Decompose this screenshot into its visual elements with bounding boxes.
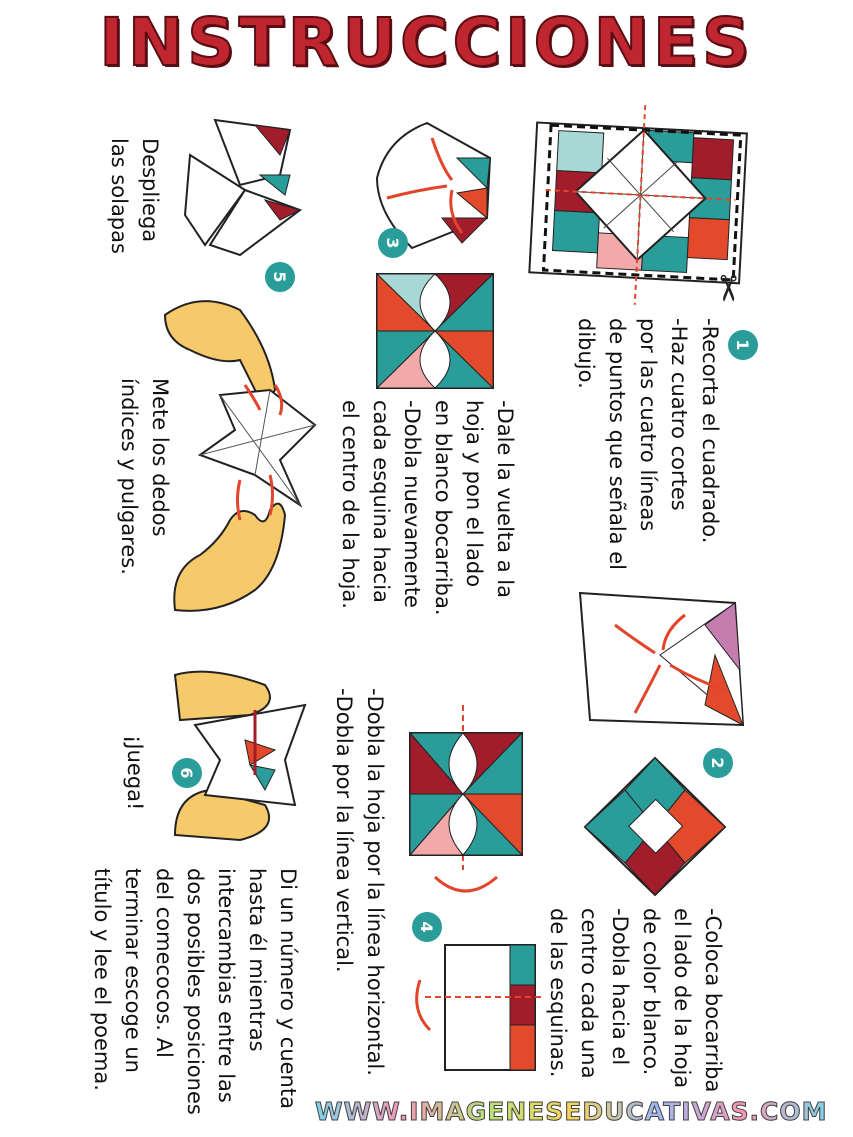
step-number-badge: 1 bbox=[728, 330, 758, 360]
step-text-line: -Dobla hacia el bbox=[608, 908, 632, 1066]
step2-illustration-b bbox=[580, 755, 730, 900]
step6-text bbox=[119, 735, 150, 810]
play-instructions-text bbox=[86, 868, 303, 1115]
step-text-line: de puntos que señala el bbox=[605, 318, 629, 570]
step-number-badge: 4 bbox=[412, 912, 442, 942]
step-text-line: hasta él mientras bbox=[245, 868, 269, 1052]
step4-illustration-b bbox=[405, 935, 545, 1075]
step-text-line: -Dale la vuelta a la bbox=[493, 400, 517, 598]
step-text-line: -Dobla la hoja por la línea horizontal. bbox=[363, 688, 387, 1076]
step-text-line: por las cuatro líneas bbox=[636, 318, 660, 532]
step-text-line: cada esquina hacia bbox=[369, 400, 393, 603]
step-text-line: del comecocos. Al bbox=[152, 868, 176, 1058]
step-text-line: hoja y pon el lado bbox=[462, 400, 486, 588]
step4-text bbox=[328, 688, 390, 1076]
step-text-line: intercambias entre las bbox=[214, 868, 238, 1103]
fingers-illustration bbox=[160, 290, 330, 620]
step3-illustration-b bbox=[375, 272, 495, 390]
step-text-line: Mete los dedos bbox=[148, 378, 172, 537]
step4-illustration-a bbox=[405, 705, 530, 905]
step1-text bbox=[570, 318, 725, 570]
step-text-line: en blanco bocarriba. bbox=[431, 400, 455, 616]
footer-website bbox=[315, 1097, 845, 1126]
step3-text bbox=[334, 400, 520, 616]
step-text-line: dos posibles posiciones bbox=[183, 868, 207, 1115]
page-title: INSTRUCCIONES bbox=[99, 4, 754, 81]
step-text-line: -Recorta el cuadrado. bbox=[698, 318, 722, 544]
step-text-line: título y lee el poema. bbox=[90, 868, 114, 1091]
scissors-icon: ✂ bbox=[706, 273, 748, 304]
step-number-badge: 5 bbox=[265, 262, 295, 292]
step-text-line: el centro de la hoja. bbox=[338, 400, 362, 609]
step5-text bbox=[103, 138, 165, 254]
step-text-line: -Dobla nuevamente bbox=[400, 400, 424, 608]
step-text-line: -Haz cuatro cortes bbox=[667, 318, 691, 511]
step-text-line: el lado de la hoja bbox=[670, 908, 694, 1089]
step-text-line: dibujo. bbox=[574, 318, 598, 389]
step6-illustration bbox=[170, 665, 310, 845]
step2-illustration-a bbox=[575, 585, 750, 735]
step-number-badge: 6 bbox=[172, 758, 202, 788]
step2-text bbox=[542, 908, 728, 1092]
footer-text: WWW.IMAGENESEDUCATIVAS.COM bbox=[315, 1097, 828, 1126]
step-number-badge: 2 bbox=[703, 748, 733, 778]
step-text-line: -Coloca bocarriba bbox=[701, 908, 725, 1093]
step-text-line: Di un número y cuenta bbox=[276, 868, 300, 1109]
step-text-line: ¡Juega! bbox=[123, 735, 147, 811]
step-text-line: de las esquinas. bbox=[546, 908, 570, 1078]
step-text-line: -Dobla por la línea vertical. bbox=[332, 688, 356, 973]
step-text-line: terminar escoge un bbox=[121, 868, 145, 1073]
step-text-line: índices y pulgares. bbox=[117, 378, 141, 575]
step-text-line: Despliega bbox=[138, 138, 162, 243]
step5-illustration bbox=[180, 115, 305, 260]
step-text-line: las solapas bbox=[107, 138, 131, 254]
step-text-line: centro cada una bbox=[577, 908, 601, 1079]
step-number-badge: 3 bbox=[378, 228, 408, 258]
fingers-text bbox=[113, 378, 175, 575]
step-text-line: de color blanco. bbox=[639, 908, 663, 1076]
